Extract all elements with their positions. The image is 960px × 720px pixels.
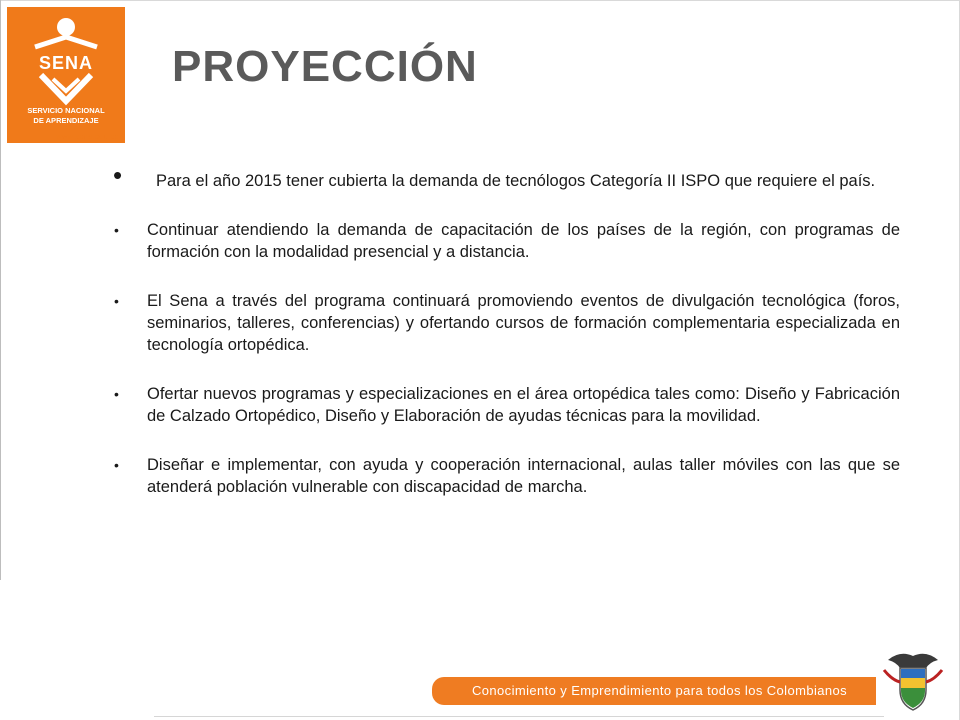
logo-name: SENA <box>38 53 93 73</box>
sena-logo <box>7 7 125 143</box>
logo-subtitle-line2: DE APRENDIZAJE <box>33 116 99 125</box>
list-item <box>114 383 900 427</box>
list-item-text: Diseñar e implementar, con ayuda y cooperación internacional, aulas taller móviles con las que se atenderá población vulnerable con discapacidad de marcha. <box>147 456 900 496</box>
footer-divider <box>154 716 884 717</box>
logo-subtitle-line1: SERVICIO NACIONAL <box>27 106 105 115</box>
list-item-text: Para el año 2015 tener cubierta la demanda de tecnólogos Categoría II ISPO que requiere el país. <box>156 172 876 190</box>
slide-border-left <box>0 0 1 580</box>
list-item <box>114 219 900 263</box>
bullet-icon: • <box>113 160 123 190</box>
slide-border-top <box>0 0 960 1</box>
bullet-icon: • <box>114 386 119 402</box>
list-item-text: Ofertar nuevos programas y especializaciones en el área ortopédica tales como: Diseño y Fabricación de Calzado Ortopédico, Diseño y Elaboración de ayudas técnicas para la movilidad. <box>147 385 900 425</box>
list-item <box>114 290 900 356</box>
bullet-icon: • <box>114 293 119 309</box>
list-item <box>113 160 900 192</box>
list-item <box>114 454 900 498</box>
bullet-list <box>113 160 900 525</box>
colombia-coat-of-arms-icon <box>878 650 948 712</box>
footer-slogan: Conocimiento y Emprendimiento para todos los Colombianos <box>472 683 848 698</box>
list-item-text: Continuar atendiendo la demanda de capacitación de los países de la región, con programas de formación con la modalidad presencial y a distancia. <box>147 221 900 261</box>
bullet-icon: • <box>114 222 119 238</box>
logo-url[interactable]: www.sena.edu.co <box>56 132 119 141</box>
page-title: PROYECCIÓN <box>172 42 478 91</box>
list-item-text: El Sena a través del programa continuará promoviendo eventos de divulgación tecnológica (foros, seminarios, talleres, conferencias) y ofertando cursos de formación complementaria especializada en tecnología ortopédica. <box>147 292 900 354</box>
bullet-icon: • <box>114 457 119 473</box>
